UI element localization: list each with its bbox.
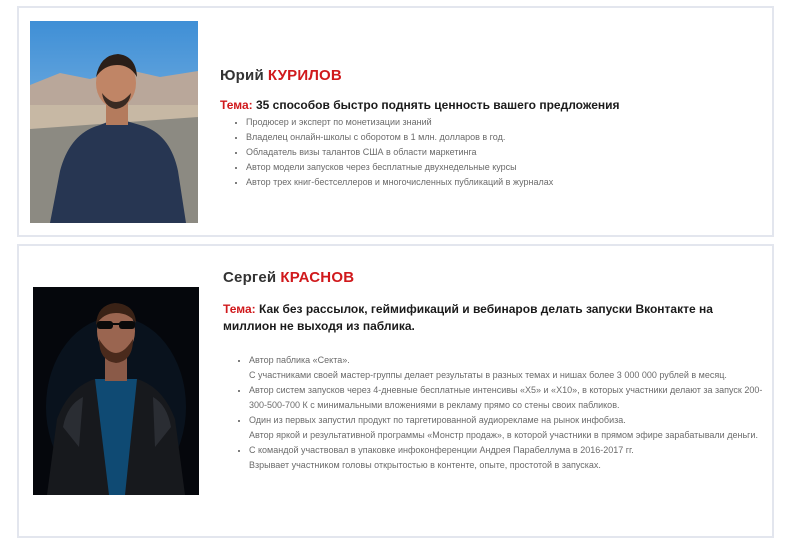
speaker-photo-krasnov (33, 287, 199, 495)
speaker-bullet-list (223, 353, 763, 473)
list-item (249, 353, 763, 383)
speaker-info-kurilov (220, 67, 760, 190)
list-item-line: • С командой участвовал в упаковке инфоконференции Андрея Парабеллума в 2016-2017 гг. (249, 445, 634, 455)
speaker-card-krasnov (17, 244, 774, 538)
list-item (249, 443, 763, 473)
speaker-first-name: Сергей (223, 269, 277, 286)
list-item-line: Взрывает участником головы открытостью в контенте, опыте, простотой в запусках. (249, 460, 601, 470)
list-item: • Автор модели запусков через бесплатные двухнедельные курсы (246, 160, 760, 175)
list-item: • Владелец онлайн-школы с оборотом в 1 млн. долларов в год. (246, 130, 760, 145)
speaker-first-name: Юрий (220, 67, 264, 84)
topic-label: Тема: (223, 302, 256, 316)
speaker-topic (223, 301, 763, 335)
speaker-photo-kurilov (30, 21, 198, 223)
topic-text: 35 способов быстро поднять ценность вашего предложения (255, 98, 620, 112)
list-item-line: Автор яркой и результативной программы «Монстр продаж», в которой участники в прямом эфире зарабатывали деньги. (249, 430, 758, 440)
list-item (249, 413, 763, 443)
speaker-card-kurilov (17, 6, 774, 237)
speaker-bullet-list (220, 115, 760, 190)
list-item: • Обладатель визы талантов США в области маркетинга (246, 145, 760, 160)
speaker-last-name: КУРИЛОВ (267, 67, 342, 84)
list-item-line: С участниками своей мастер-группы делает результаты в разных темах и нишах более 3 000 000 рублей в месяц. (249, 370, 727, 380)
list-item-line: • Один из первых запустил продукт по таргетированной аудиорекламе на рынок инфобиза. (249, 415, 626, 425)
speaker-info-krasnov (223, 269, 763, 473)
list-item-line: • Автор систем запусков через 4-дневные бесплатные интенсивы «Х5» и «Х10», в которых участники делают за запуск 200-300-500-700 К с минимальными вложениями в рекламу прямо со стены своих пабликов. (249, 385, 763, 410)
list-item: • Продюсер и эксперт по монетизации знаний (246, 115, 760, 130)
list-item: • Автор трех книг-бестселлеров и многочисленных публикаций в журналах (246, 175, 760, 190)
list-item (249, 383, 763, 413)
speaker-name (220, 67, 760, 84)
speaker-last-name: КРАСНОВ (280, 269, 355, 286)
speaker-topic (220, 97, 760, 114)
list-item-line: • Автор паблика «Секта». (249, 355, 350, 365)
topic-label: Тема: (220, 98, 253, 112)
speaker-name (223, 269, 763, 286)
topic-text: Как без рассылок, геймификаций и вебинаров делать запуски Вконтакте на миллион не выходя из паблика. (223, 302, 713, 333)
